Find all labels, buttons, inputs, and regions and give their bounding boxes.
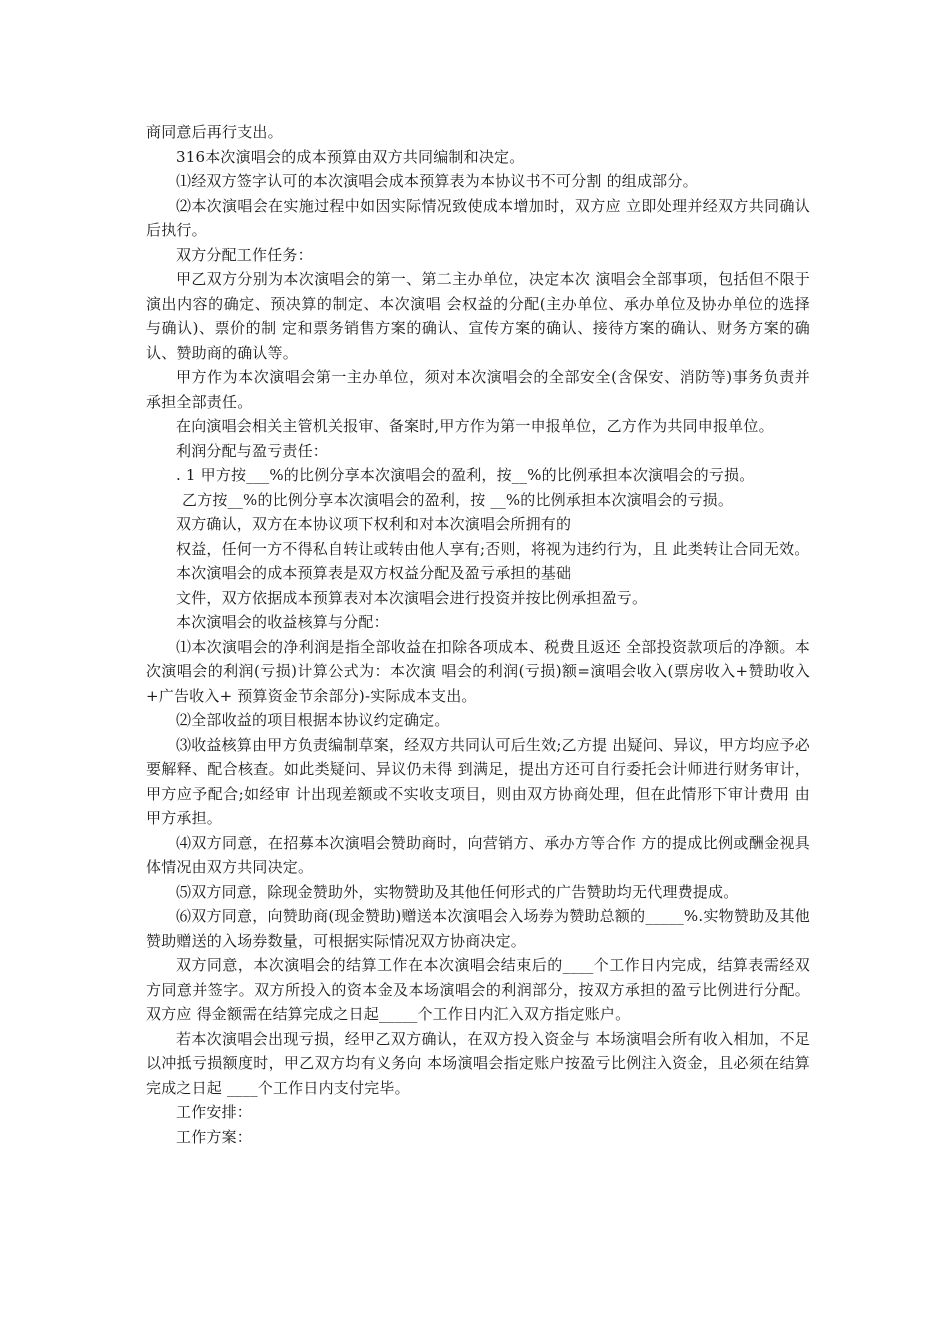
paragraph: ⑹双方同意，向赞助商(现金赞助)赠送本次演唱会入场券为赞助总额的_____%.实物赞助及其他赞助赠送的入场券数量，可根据实际情况双方协商决定。 [146, 907, 810, 950]
paragraph: 在向演唱会相关主管机关报审、备案时,甲方作为第一申报单位，乙方作为共同申报单位。 [176, 417, 774, 435]
paragraph: 文件，双方依据成本预算表对本次演唱会进行投资并按比例承担盈亏。 [176, 588, 648, 607]
paragraph: 乙方按__%的比例分享本次演唱会的盈利，按 __%的比例承担本次演唱会的亏损。 [182, 490, 734, 509]
paragraph: 若本次演唱会出现亏损，经甲乙双方确认，在双方投入资金与 本场演唱会所有收入相加，不足以冲抵亏损额度时，甲乙双方均有义务向 本场演唱会指定账户按盈亏比例注入资金，且必须在结算完成之日起 ____个工作日内支付完毕。 [146, 1029, 810, 1097]
section-heading: 工作安排： [176, 1103, 253, 1121]
paragraph: ⑸双方同意，除现金赞助外，实物赞助及其他任何形式的广告赞助均无代理费提成。 [176, 882, 739, 901]
paragraph: . 1 甲方按___%的比例分享本次演唱会的盈利，按__%的比例承担本次演唱会的亏损。 [176, 466, 755, 484]
paragraph: 本次演唱会的成本预算表是双方权益分配及盈亏承担的基础 [176, 564, 572, 582]
paragraph: ⑵全部收益的项目根据本协议约定确定。 [176, 711, 450, 729]
paragraph: 双方同意，本次演唱会的结算工作在本次演唱会结束后的____个工作日内完成，结算表需经双方同意并签字。双方所投入的资本金及本场演唱会的利润部分，按双方承担的盈亏比例进行分配。双方应 得金额需在结算完成之日起_____个工作日内汇入双方指定账户。 [146, 956, 810, 1023]
section-heading: 工作方案： [176, 1127, 253, 1146]
paragraph: 甲方作为本次演唱会第一主办单位，须对本次演唱会的全部安全(含保安、消防等)事务负责并承担全部责任。 [146, 368, 810, 411]
paragraph: 商同意后再行支出。 [146, 123, 283, 141]
paragraph: ⑷双方同意，在招募本次演唱会赞助商时，向营销方、承办方等合作 方的提成比例或酬金视具体情况由双方共同决定。 [146, 833, 810, 876]
document-body [146, 120, 810, 1149]
paragraph: 316本次演唱会的成本预算由双方共同编制和决定。 [176, 147, 525, 166]
paragraph: ⑵本次演唱会在实施过程中如因实际情况致使成本增加时，双方应 立即处理并经双方共同确认后执行。 [146, 196, 810, 239]
paragraph: 权益，任何一方不得私自转让或转由他人享有;否则，将视为违约行为，且 此类转让合同无效。 [176, 539, 810, 558]
paragraph: ⑴经双方签字认可的本次演唱会成本预算表为本协议书不可分割 的组成部分。 [176, 172, 698, 190]
paragraph: ⑴本次演唱会的净利润是指全部收益在扣除各项成本、税费且返还 全部投资款项后的净额。本次演唱会的利润(亏损)计算公式为：本次演 唱会的利润(亏损)额=演唱会收入(票房收入+赞助收入+广告收入+ 预算资金节余部分)-实际成本支出。 [146, 637, 810, 705]
section-heading: 双方分配工作任务： [176, 245, 313, 264]
section-heading: 本次演唱会的收益核算与分配： [176, 613, 389, 631]
paragraph: 双方确认，双方在本协议项下权利和对本次演唱会所拥有的 [176, 515, 572, 533]
paragraph: ⑶收益核算由甲方负责编制草案，经双方共同认可后生效;乙方提 出疑问、异议，甲方均应予必要解释、配合核查。如此类疑问、异议仍未得 到满足，提出方还可自行委托会计师进行财务审计，甲方应予配合;如经审 计出现差额或不实收支项目，则由双方协商处理，但在此情形下审计费用 由甲方承担。 [146, 735, 810, 827]
section-heading: 利润分配与盈亏责任： [176, 441, 329, 460]
paragraph: 甲乙双方分别为本次演唱会的第一、第二主办单位，决定本次 演唱会全部事项，包括但不限于演出内容的确定、预决算的制定、本次演唱 会权益的分配(主办单位、承办单位及协办单位的选择与确认)、票价的制 定和票务销售方案的确认、宣传方案的确认、接待方案的确认、财务方案的确认、赞助商的确认等。 [146, 270, 810, 362]
